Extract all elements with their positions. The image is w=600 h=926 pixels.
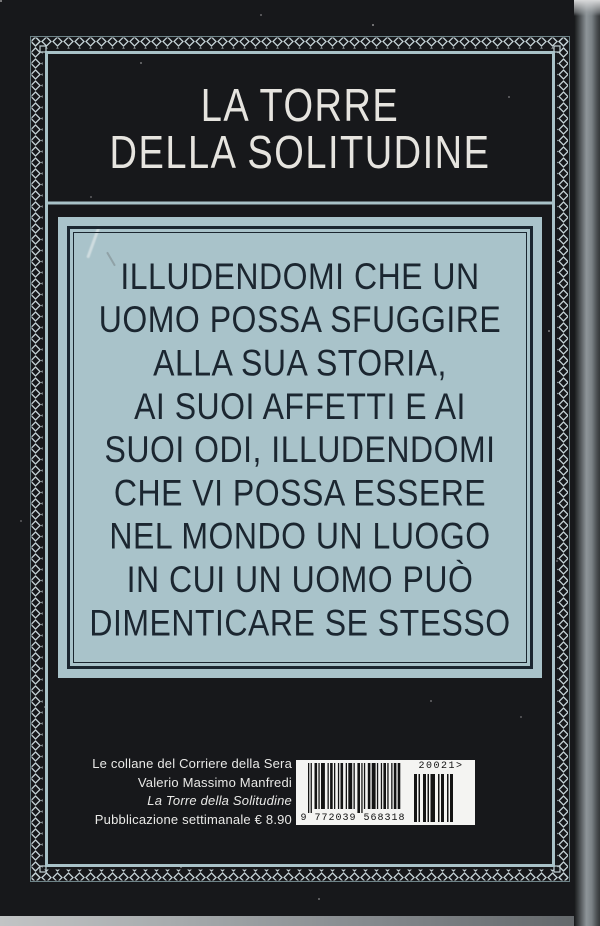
quote-panel	[58, 217, 542, 678]
barcode-number: 9 772039 568318	[298, 813, 408, 824]
page-edge-right	[574, 0, 600, 926]
page-edge-bottom	[0, 916, 600, 926]
quote-line: NEL MONDO UN LUOGO	[109, 514, 491, 557]
quote-line: ILLUDENDOMI CHE UN	[120, 255, 480, 298]
barcode	[296, 760, 475, 825]
quote-line: UOMO POSSA SFUGGIRE	[98, 298, 502, 341]
imprint-publication: Pubblicazione settimanale € 8.90	[94, 811, 292, 827]
title-line-2: DELLA SOLITUDINE	[109, 127, 491, 180]
imprint-block	[30, 755, 292, 829]
quote-line: CHE VI POSSA ESSERE	[113, 471, 487, 514]
quote-line: IN CUI UN UOMO PUÒ	[126, 558, 474, 601]
imprint-collection: Le collane del Corriere della Sera	[92, 756, 292, 771]
quote-line: ALLA SUA STORIA,	[153, 341, 447, 384]
imprint-author: Valerio Massimo Manfredi	[137, 774, 292, 790]
quote-line: DIMENTICARE SE STESSO	[89, 601, 511, 644]
dust-specks	[0, 0, 2, 2]
quote-line: SUOI ODI, ILLUDENDOMI	[104, 428, 496, 471]
title-line-1: LA TORRE	[200, 80, 400, 133]
barcode-addon: 20021>	[418, 761, 464, 772]
quote-text	[78, 255, 522, 645]
quote-line: AI SUOI AFFETTI E AI	[134, 384, 466, 427]
imprint-book-title: La Torre della Solitudine	[147, 793, 292, 808]
